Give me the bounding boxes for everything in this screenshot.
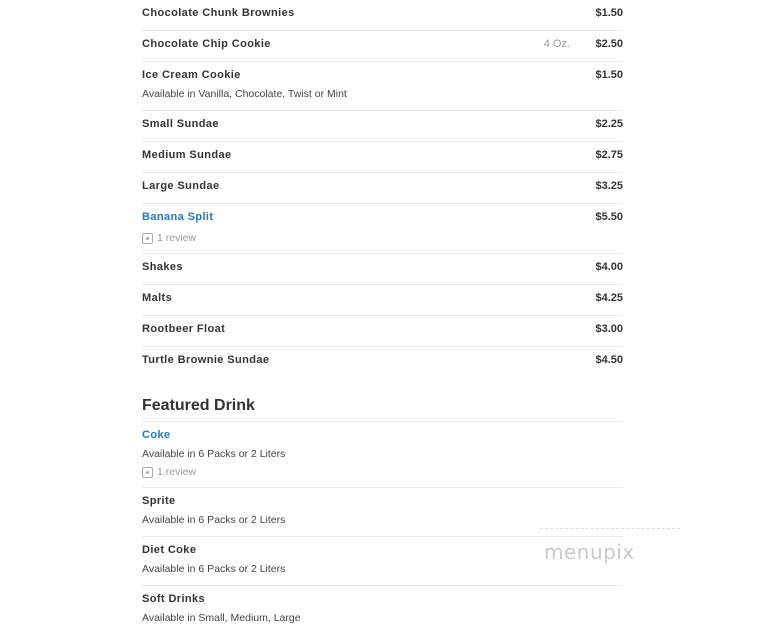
menu-item — [142, 62, 623, 111]
menu-item — [142, 316, 623, 347]
watermark-logo: menupix — [544, 540, 635, 564]
item-price: $4.50 — [595, 354, 623, 366]
item-price: $2.75 — [595, 149, 623, 161]
watermark-divider — [540, 528, 680, 530]
item-name: Small Sundae — [142, 118, 219, 130]
menu-item — [142, 111, 623, 142]
item-price: $1.50 — [595, 7, 623, 19]
item-description: Available in Small, Medium, Large — [142, 612, 301, 624]
section-title: Featured Drink — [142, 377, 623, 422]
review-link[interactable] — [142, 466, 623, 478]
item-name: Rootbeer Float — [142, 323, 226, 335]
item-price: $2.25 — [595, 118, 623, 130]
menu-list — [142, 0, 623, 634]
menu-item — [142, 173, 623, 204]
menu-item — [142, 422, 623, 488]
item-name: Chocolate Chip Cookie — [142, 38, 271, 50]
item-name: Shakes — [142, 261, 183, 273]
item-price: $3.00 — [595, 323, 623, 335]
item-name: Diet Coke — [142, 544, 197, 556]
item-name-link[interactable]: Coke — [142, 429, 171, 441]
item-description: Available in 6 Packs or 2 Liters — [142, 563, 286, 575]
review-count[interactable]: 1 review — [157, 466, 197, 478]
item-price: $5.50 — [595, 211, 623, 223]
review-icon — [142, 467, 153, 478]
item-size: 4 Oz. — [543, 38, 570, 50]
item-name-link[interactable]: Banana Split — [142, 211, 214, 223]
menu-item — [142, 285, 623, 316]
review-link[interactable] — [142, 232, 623, 244]
item-description: Available in 6 Packs or 2 Liters — [142, 448, 286, 460]
item-name: Chocolate Chunk Brownies — [142, 7, 295, 19]
item-name: Turtle Brownie Sundae — [142, 354, 270, 366]
item-name: Large Sundae — [142, 180, 220, 192]
menu-item — [142, 254, 623, 285]
item-description: Available in Vanilla, Chocolate, Twist or Mint — [142, 88, 347, 100]
menu-item — [142, 142, 623, 173]
menu-item — [142, 31, 623, 62]
item-price: $1.50 — [595, 69, 623, 81]
item-name: Malts — [142, 292, 173, 304]
item-price: $2.50 — [595, 38, 623, 50]
item-name: Soft Drinks — [142, 593, 206, 605]
review-icon — [142, 233, 153, 244]
review-count[interactable]: 1 review — [157, 232, 197, 244]
menu-item — [142, 204, 623, 254]
item-price: $3.25 — [595, 180, 623, 192]
item-name: Medium Sundae — [142, 149, 232, 161]
menu-item — [142, 586, 623, 634]
menu-item — [142, 0, 623, 31]
item-description: Available in 6 Packs or 2 Liters — [142, 514, 286, 526]
item-price: $4.00 — [595, 261, 623, 273]
item-price: $4.25 — [595, 292, 623, 304]
item-name: Sprite — [142, 495, 176, 507]
item-name: Ice Cream Cookie — [142, 69, 241, 81]
menu-item — [142, 347, 623, 377]
